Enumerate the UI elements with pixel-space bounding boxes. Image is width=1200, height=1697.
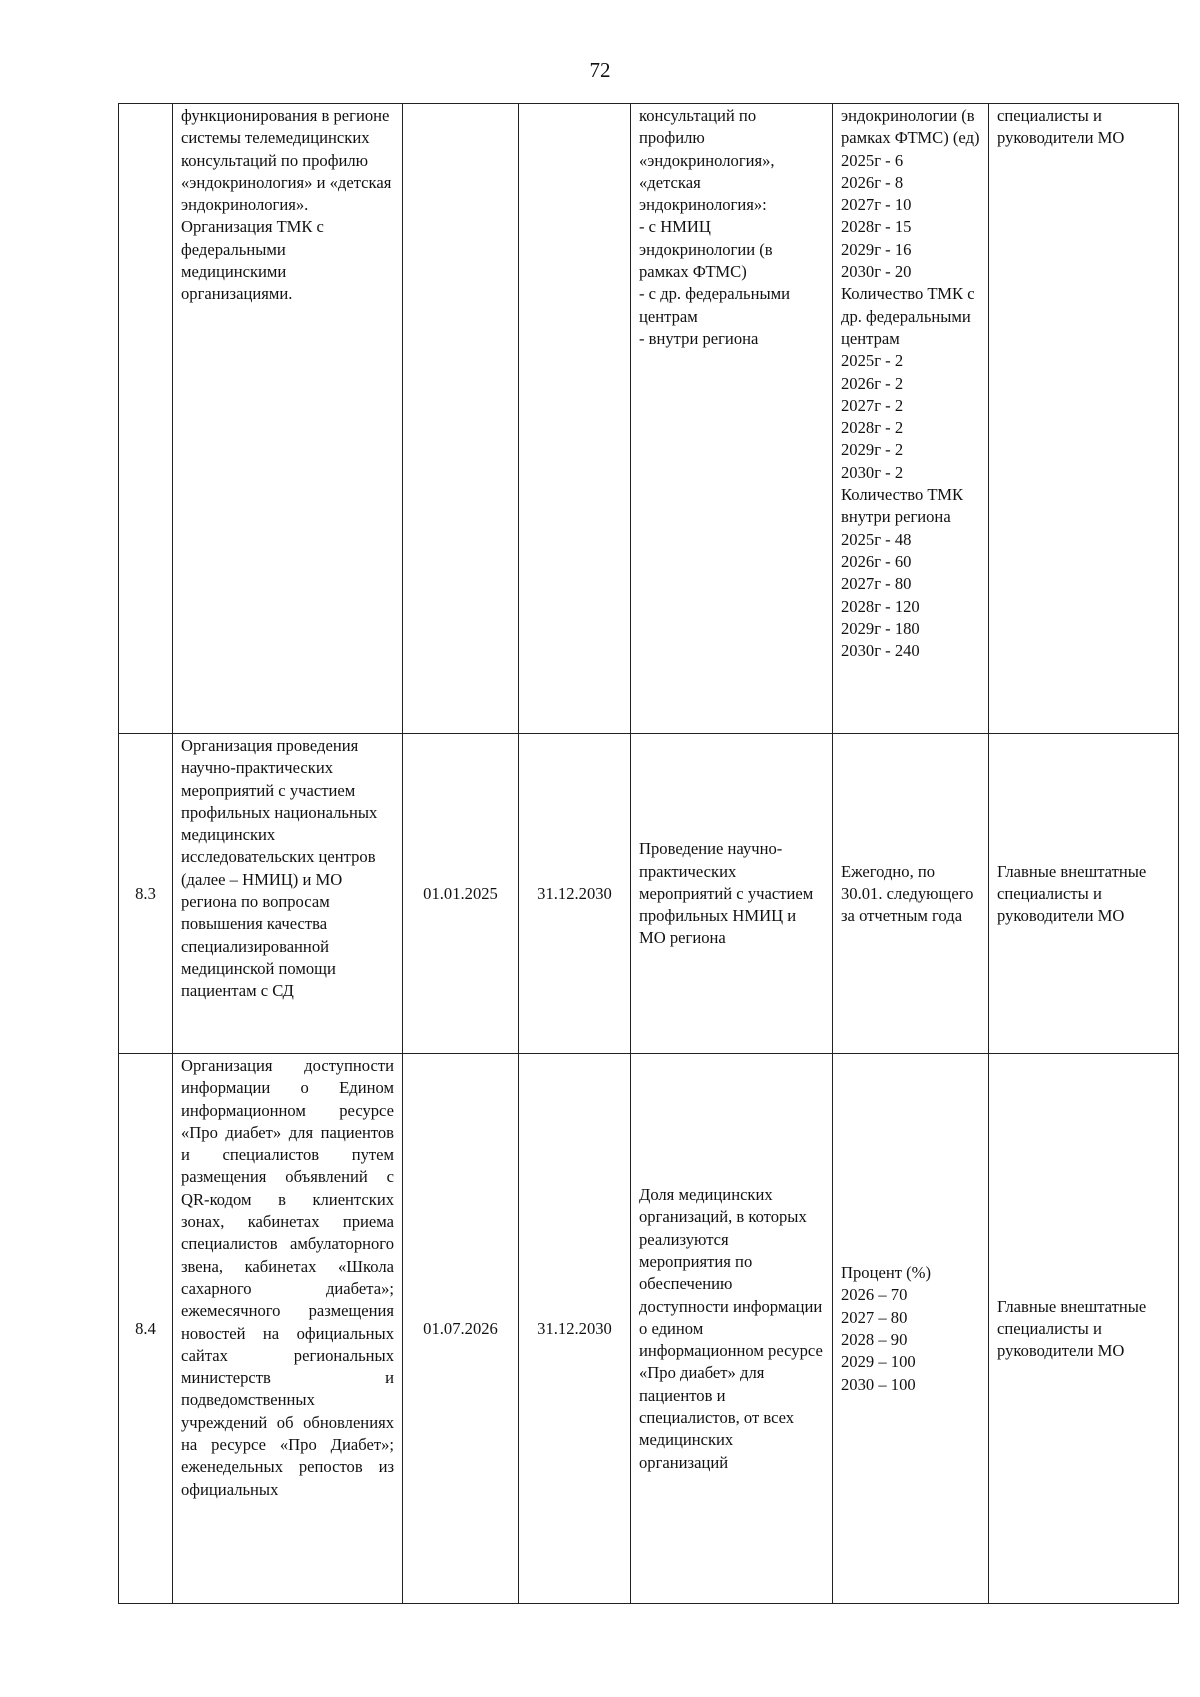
indicator-cell: Ежегодно, по 30.01. следующего за отчетным года [833, 734, 989, 1054]
result-cell: консультаций по профилю «эндокринология», «детская эндокринология»: - с НМИЦ эндокринологии (в рамках ФТМС) - с др. федеральными центрам - внутри региона [631, 104, 833, 734]
responsible-cell: Главные внештатные специалисты и руководители МО [989, 1054, 1179, 1604]
row-number-cell: 8.3 [119, 734, 173, 1054]
table-row [119, 104, 1179, 734]
table-row [119, 734, 1179, 1054]
activity-cell: Организация доступности информации о Едином информационном ресурсе «Про диабет» для пациентов и специалистов путем размещения объявлений с QR-кодом в клиентских зонах, кабинетах приема специалистов амбулаторного звена, кабинетах «Школа сахарного диабета»; ежемесячного размещения новостей на официальных сайтах региональных министерств и подведомственных учреждений об обновлениях на ресурсе «Про Диабет»; еженедельных репостов из официальных [173, 1054, 403, 1604]
start-date-cell: 01.07.2026 [403, 1054, 519, 1604]
table-row [119, 1054, 1179, 1604]
indicator-cell: эндокринологии (в рамках ФТМС) (ед) 2025г - 6 2026г - 8 2027г - 10 2028г - 15 2029г - 16 2030г - 20 Количество ТМК с др. федеральными центрам 2025г - 2 2026г - 2 2027г - 2 2028г - 2 2029г - 2 2030г - 2 Количество ТМК внутри региона 2025г - 48 2026г - 60 2027г - 80 2028г - 120 2029г - 180 2030г - 240 [833, 104, 989, 734]
activity-cell: функционирования в регионе системы телемедицинских консультаций по профилю «эндокринология» и «детская эндокринология». Организация ТМК с федеральными медицинскими организациями. [173, 104, 403, 734]
row-number-cell: 8.4 [119, 1054, 173, 1604]
activity-cell: Организация проведения научно-практических мероприятий с участием профильных национальных медицинских исследовательских центров (далее – НМИЦ) и МО региона по вопросам повышения качества специализированной медицинской помощи пациентам с СД [173, 734, 403, 1054]
result-cell: Проведение научно-практических мероприятий с участием профильных НМИЦ и МО региона [631, 734, 833, 1054]
end-date-cell: 31.12.2030 [519, 734, 631, 1054]
start-date-cell [403, 104, 519, 734]
end-date-cell: 31.12.2030 [519, 1054, 631, 1604]
row-number-cell [119, 104, 173, 734]
indicator-cell: Процент (%) 2026 – 70 2027 – 80 2028 – 90 2029 – 100 2030 – 100 [833, 1054, 989, 1604]
page-number: 72 [589, 58, 611, 82]
responsible-cell: специалисты и руководители МО [989, 104, 1179, 734]
activities-table [118, 103, 1179, 1604]
responsible-cell: Главные внештатные специалисты и руководители МО [989, 734, 1179, 1054]
result-cell: Доля медицинских организаций, в которых реализуются мероприятия по обеспечению доступности информации о едином информационном ресурсе «Про диабет» для пациентов и специалистов, от всех медицинских организаций [631, 1054, 833, 1604]
start-date-cell: 01.01.2025 [403, 734, 519, 1054]
end-date-cell [519, 104, 631, 734]
